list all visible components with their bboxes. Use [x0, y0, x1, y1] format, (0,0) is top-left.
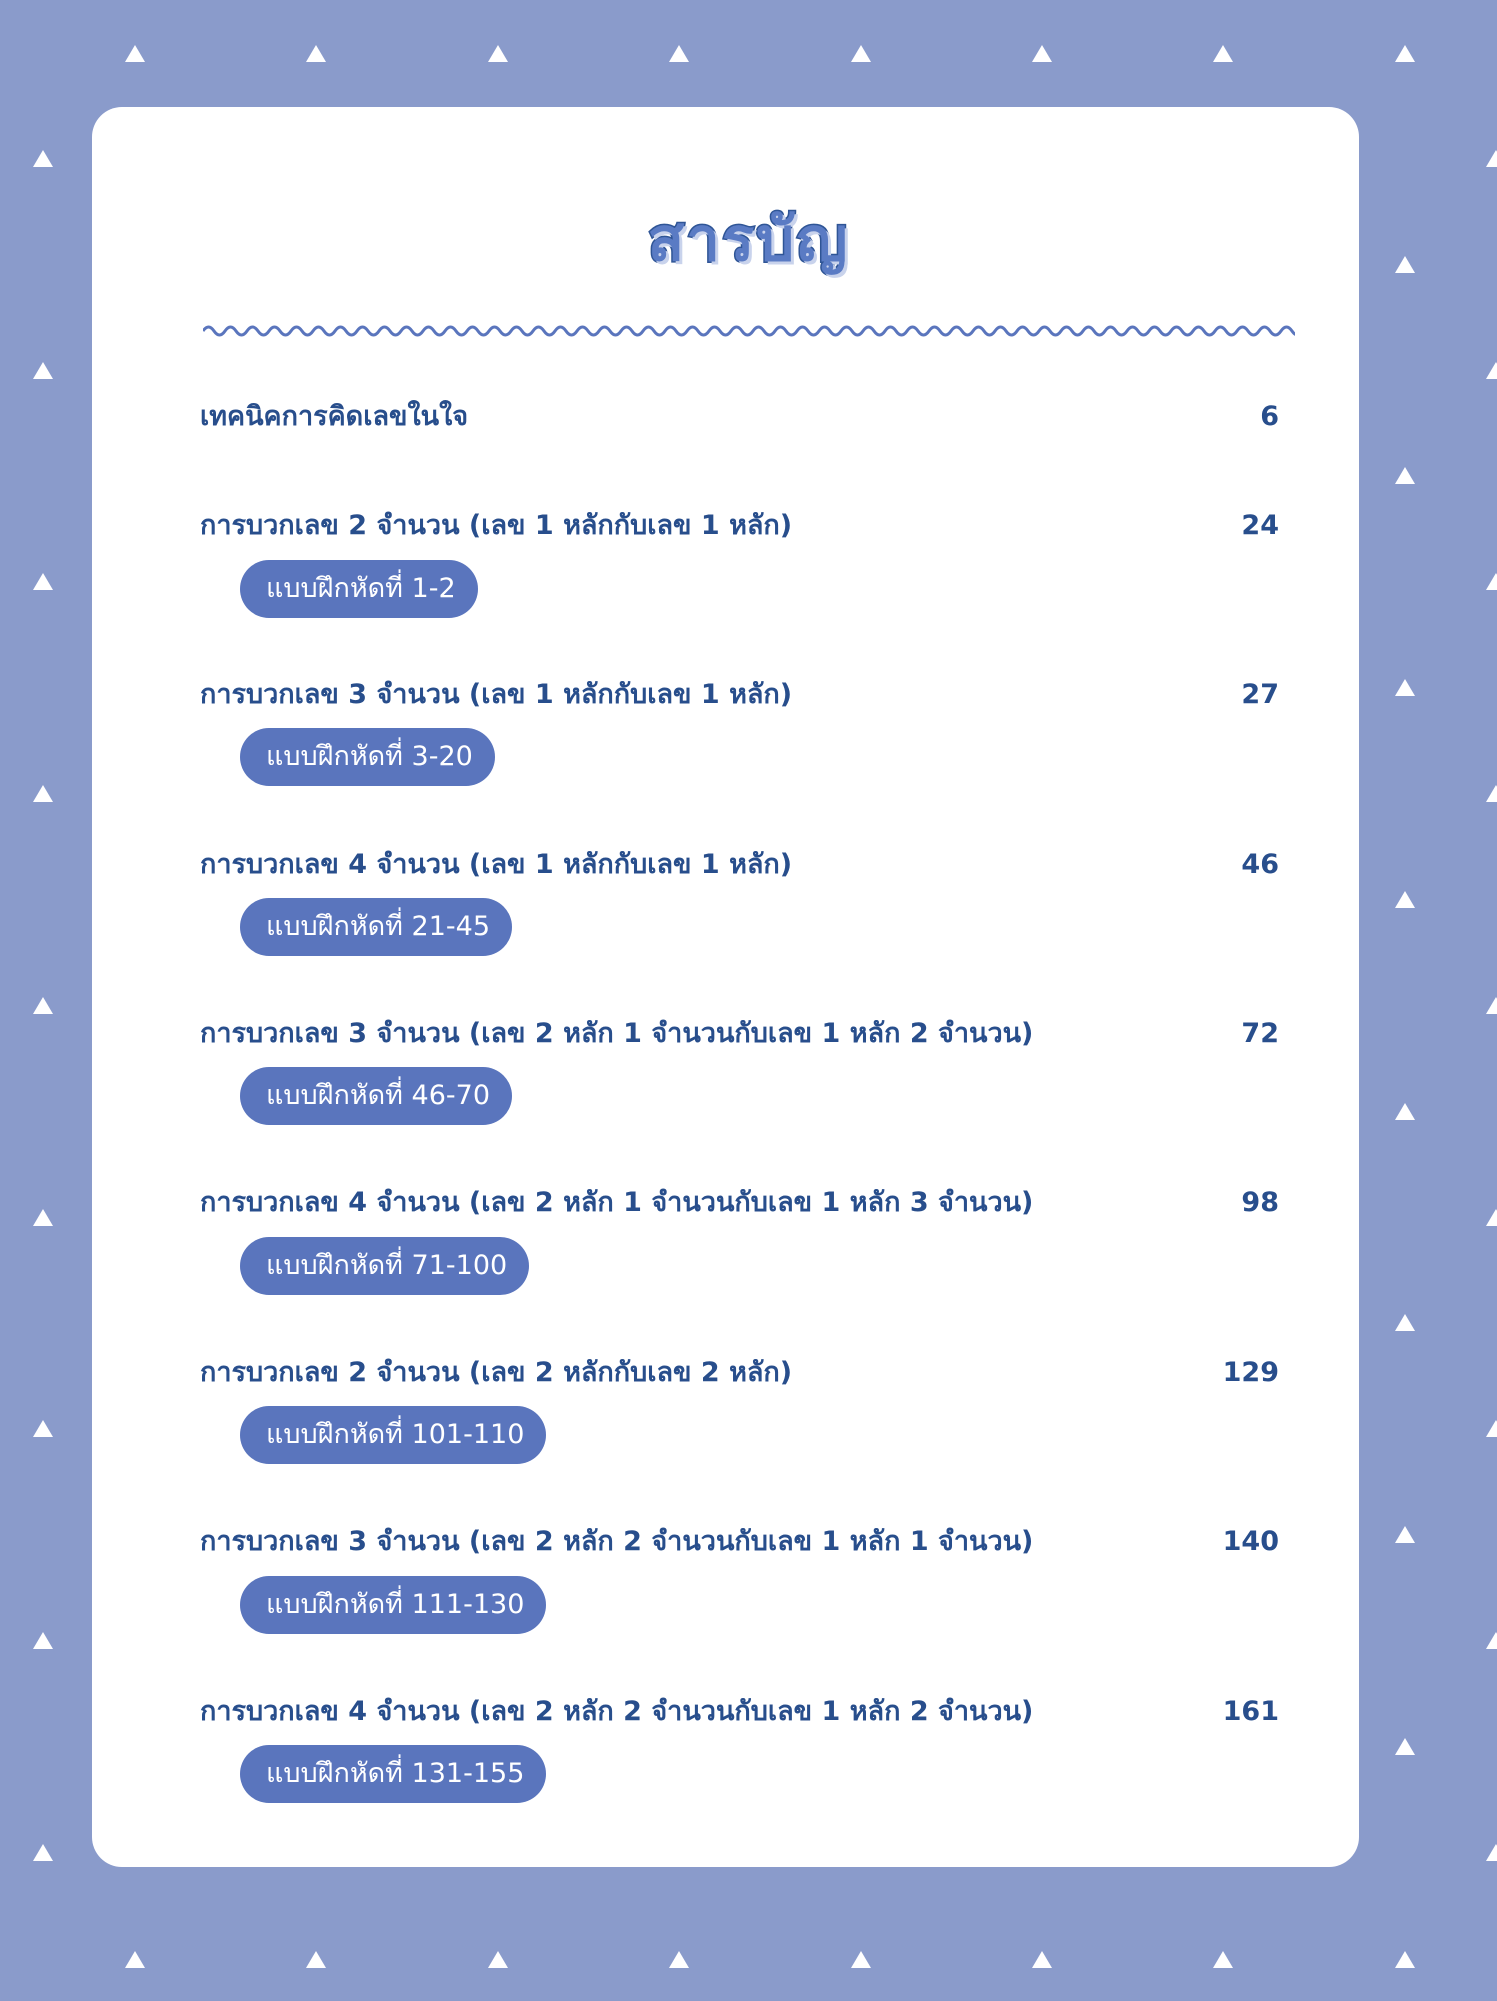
triangle-icon	[1213, 45, 1233, 62]
page-title: สารบัญ	[647, 205, 850, 275]
triangle-icon	[1395, 467, 1415, 484]
triangle-icon	[1395, 1103, 1415, 1120]
triangle-icon	[33, 1209, 53, 1226]
triangle-icon	[1395, 45, 1415, 62]
triangle-icon	[1213, 1951, 1233, 1968]
triangle-icon	[33, 573, 53, 590]
triangle-icon	[1032, 45, 1052, 62]
exercise-badge[interactable]: แบบฝึกหัดที่ 46-70	[240, 1067, 512, 1125]
toc-entry-page: 24	[1241, 510, 1279, 541]
triangle-icon	[1395, 1314, 1415, 1331]
triangle-icon	[851, 1951, 871, 1968]
wavy-divider-icon	[203, 319, 1295, 343]
triangle-icon	[1486, 997, 1497, 1014]
toc-entry-page: 161	[1222, 1696, 1279, 1727]
triangle-icon	[1395, 679, 1415, 696]
triangle-icon	[1395, 891, 1415, 908]
triangle-icon	[1486, 573, 1497, 590]
toc-entry-page: 98	[1241, 1187, 1279, 1218]
toc-entry-title[interactable]: การบวกเลข 2 จำนวน (เลข 1 หลักกับเลข 1 หลัก)	[200, 510, 793, 541]
exercise-badge[interactable]: แบบฝึกหัดที่ 1-2	[240, 560, 478, 618]
triangle-icon	[1486, 362, 1497, 379]
toc-entry-title[interactable]: การบวกเลข 2 จำนวน (เลข 2 หลักกับเลข 2 หลัก)	[200, 1357, 793, 1388]
exercise-badge[interactable]: แบบฝึกหัดที่ 111-130	[240, 1576, 546, 1634]
exercise-badge[interactable]: แบบฝึกหัดที่ 101-110	[240, 1406, 546, 1464]
triangle-icon	[1395, 1738, 1415, 1755]
triangle-icon	[33, 362, 53, 379]
triangle-icon	[1032, 1951, 1052, 1968]
toc-entry-page: 46	[1241, 849, 1279, 880]
triangle-icon	[669, 45, 689, 62]
triangle-icon	[488, 45, 508, 62]
triangle-icon	[125, 45, 145, 62]
toc-entry-page: 140	[1222, 1526, 1279, 1557]
toc-entry-title[interactable]: การบวกเลข 3 จำนวน (เลข 2 หลัก 1 จำนวนกับเลข 1 หลัก 2 จำนวน)	[200, 1018, 1034, 1049]
triangle-icon	[1486, 150, 1497, 167]
triangle-icon	[306, 45, 326, 62]
triangle-icon	[1486, 1632, 1497, 1649]
triangle-icon	[851, 45, 871, 62]
triangle-icon	[669, 1951, 689, 1968]
triangle-icon	[306, 1951, 326, 1968]
triangle-icon	[33, 785, 53, 802]
triangle-icon	[1395, 1951, 1415, 1968]
triangle-icon	[33, 1632, 53, 1649]
triangle-icon	[1486, 1420, 1497, 1437]
toc-entry-title[interactable]: การบวกเลข 4 จำนวน (เลข 2 หลัก 2 จำนวนกับเลข 1 หลัก 2 จำนวน)	[200, 1696, 1034, 1727]
toc-entry-title[interactable]: การบวกเลข 3 จำนวน (เลข 1 หลักกับเลข 1 หลัก)	[200, 679, 793, 710]
triangle-icon	[1486, 1844, 1497, 1861]
exercise-badge[interactable]: แบบฝึกหัดที่ 131-155	[240, 1745, 546, 1803]
toc-entry-title[interactable]: การบวกเลข 3 จำนวน (เลข 2 หลัก 2 จำนวนกับเลข 1 หลัก 1 จำนวน)	[200, 1526, 1034, 1557]
exercise-badge[interactable]: แบบฝึกหัดที่ 71-100	[240, 1237, 529, 1295]
triangle-icon	[1486, 1209, 1497, 1226]
triangle-icon	[488, 1951, 508, 1968]
exercise-badge[interactable]: แบบฝึกหัดที่ 3-20	[240, 728, 495, 786]
triangle-icon	[125, 1951, 145, 1968]
toc-entry-page: 129	[1222, 1357, 1279, 1388]
triangle-icon	[33, 997, 53, 1014]
triangle-icon	[1395, 1526, 1415, 1543]
toc-entry-page-intro: 6	[1260, 401, 1279, 432]
triangle-icon	[33, 1844, 53, 1861]
toc-entry-page: 72	[1241, 1018, 1279, 1049]
toc-entry-page: 27	[1241, 679, 1279, 710]
toc-entry-title[interactable]: การบวกเลข 4 จำนวน (เลข 1 หลักกับเลข 1 หลัก)	[200, 849, 793, 880]
triangle-icon	[1486, 785, 1497, 802]
exercise-badge[interactable]: แบบฝึกหัดที่ 21-45	[240, 898, 512, 956]
toc-entry-title[interactable]: การบวกเลข 4 จำนวน (เลข 2 หลัก 1 จำนวนกับเลข 1 หลัก 3 จำนวน)	[200, 1187, 1034, 1218]
triangle-icon	[33, 1420, 53, 1437]
triangle-icon	[33, 150, 53, 167]
toc-entry-title-intro[interactable]: เทคนิคการคิดเลขในใจ	[200, 401, 469, 432]
